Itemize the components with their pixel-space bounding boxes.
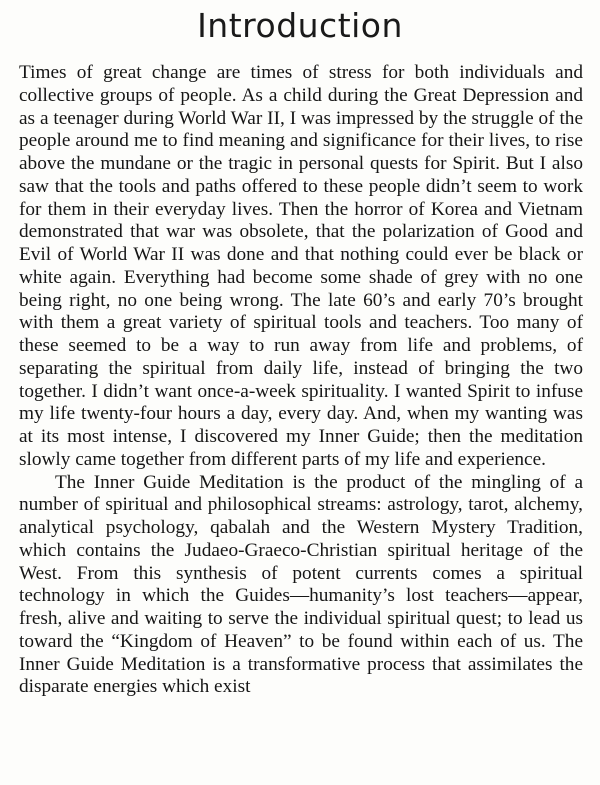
- chapter-title: Introduction: [197, 6, 403, 45]
- paragraph-2: The Inner Guide Meditation is the product of the mingling of a number of spiritual and philosophical streams: astrology, tarot, alchemy, analytical psychology, qabalah and the Western Mystery Tradition, which contains the Judaeo-Graeco-Christian spiritual heritage of the West. From this synthesis of potent currents comes a spiritual technology in which the Guides—humanity’s lost teachers—appear, fresh, alive and waiting to serve the individual spiritual quest; to lead us toward the “Kingdom of Heaven” to be found within each of us. The Inner Guide Meditation is a transformative process that assimilates the disparate energies which exist: [19, 471, 583, 698]
- paragraph-1: Times of great change are times of stress for both individuals and collective groups of people. As a child during the Great Depression and as a teenager during World War II, I was impressed by the struggle of the people around me to find meaning and significance for their lives, to rise above the mundane or the tragic in personal quests for Spirit. But I also saw that the tools and paths offered to these people didn’t seem to work for them in their everyday lives. Then the horror of Korea and Vietnam demonstrated that war was obsolete, that the polarization of Good and Evil of World War II was done and that nothing could ever be black or white again. Everything had become some shade of grey with no one being right, no one being wrong. The late 60’s and early 70’s brought with them a great variety of spiritual tools and teachers. Too many of these seemed to be a way to run away from life and problems, of separating the spiritual from daily life, instead of bringing the two together. I didn’t want once-a-week spirituality. I wanted Spirit to infuse my life twenty-four hours a day, every day. And, when my wanting was at its most intense, I discovered my Inner Guide; then the meditation slowly came together from different parts of my life and experience.: [19, 62, 583, 470]
- body-text: [19, 62, 583, 699]
